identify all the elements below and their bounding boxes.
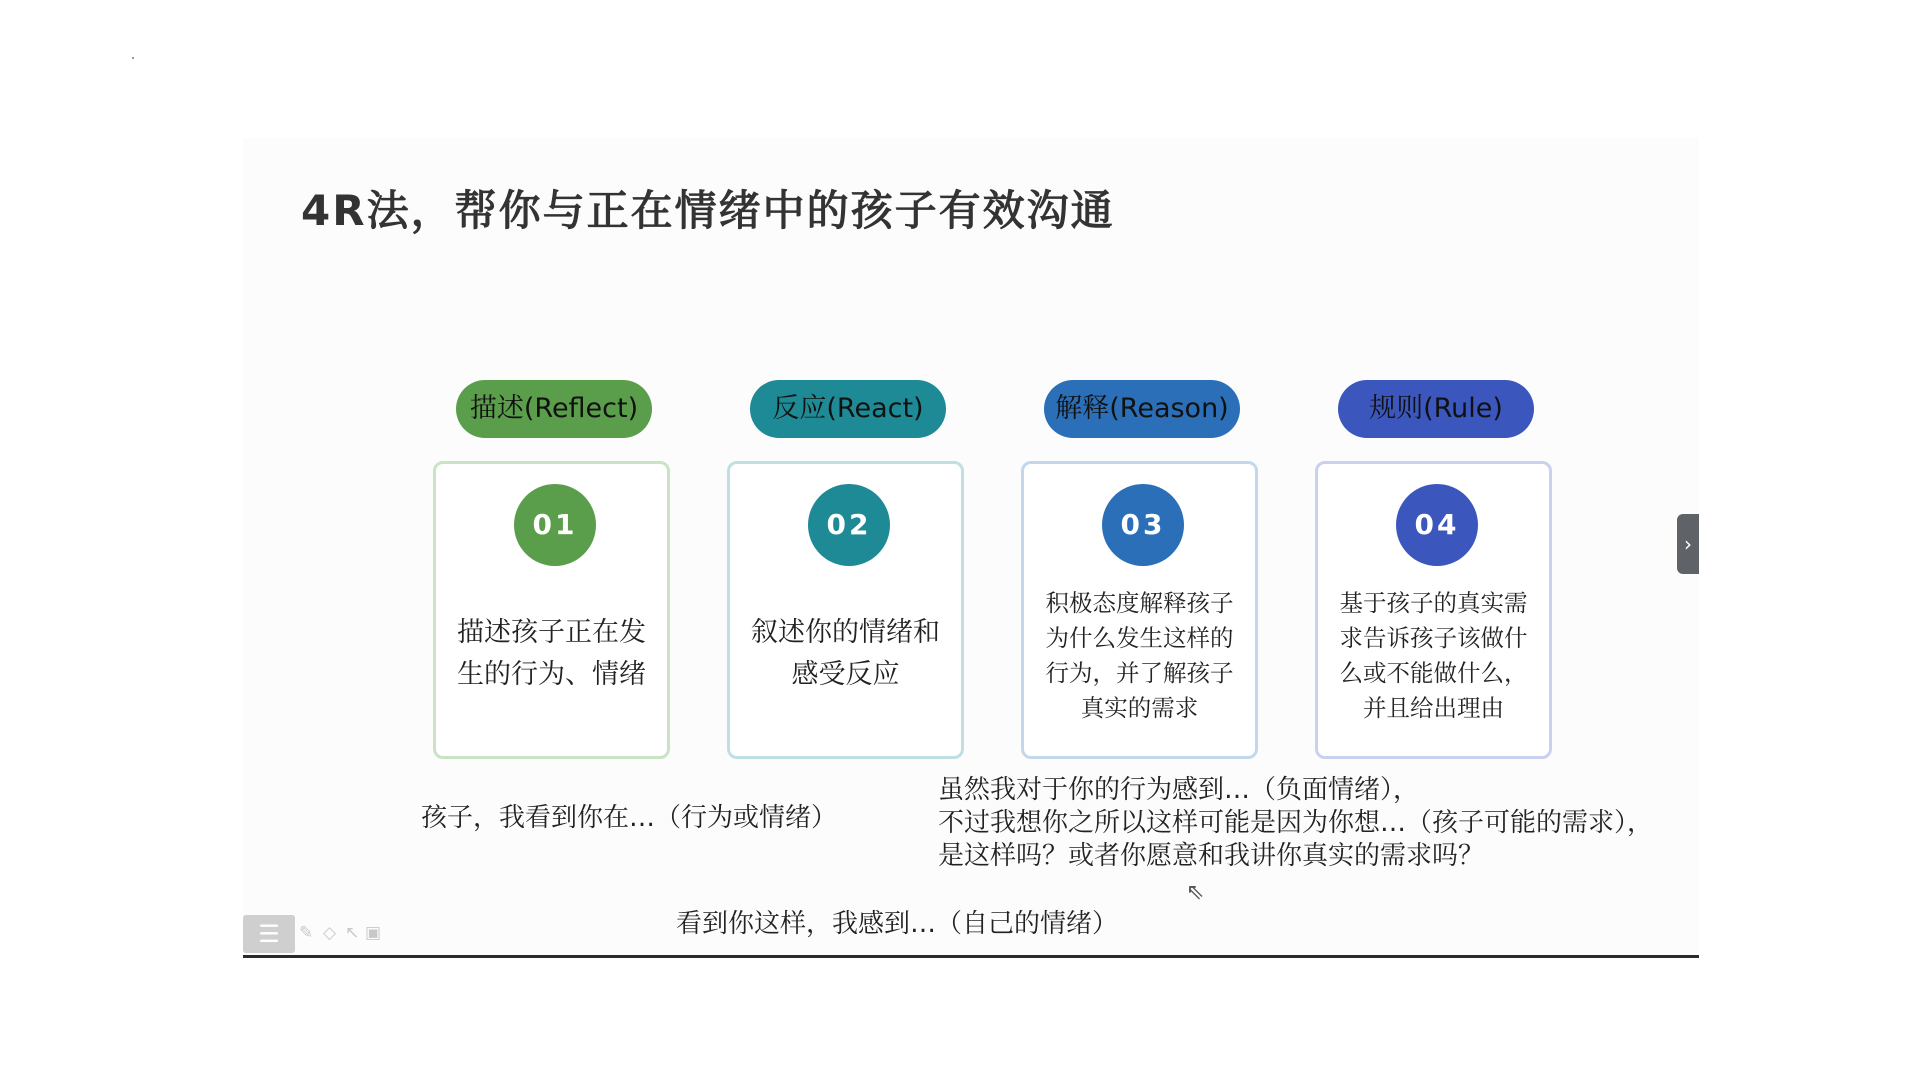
slide-title: 4R法，帮你与正在情绪中的孩子有效沟通 <box>301 186 1115 235</box>
desc-line: 基于孩子的真实需 <box>1339 589 1528 617</box>
desc-line: 感受反应 <box>791 659 900 690</box>
card-rule <box>1315 461 1552 759</box>
desc-line: 并且给出理由 <box>1363 694 1504 722</box>
presentation-toolbar <box>243 915 393 953</box>
step-number-circle: 03 <box>1102 484 1184 566</box>
desc-line: 叙述你的情绪和 <box>751 617 940 648</box>
card-description <box>1034 586 1245 726</box>
desc-line: 为什么发生这样的 <box>1045 624 1234 652</box>
desc-line: 积极态度解释孩子 <box>1045 589 1234 617</box>
step-number-circle: 04 <box>1396 484 1478 566</box>
chevron-right-icon: › <box>1684 532 1692 556</box>
desc-line: 行为，并了解孩子 <box>1045 659 1234 687</box>
desc-line: 么或不能做什么， <box>1339 659 1528 687</box>
menu-icon: ☰ <box>258 920 280 948</box>
desc-line: 真实的需求 <box>1080 694 1199 722</box>
pill-reflect: 描述(Reflect) <box>456 380 652 438</box>
pill-rule: 规则(Rule) <box>1338 380 1534 438</box>
camera-icon[interactable]: ▣ <box>365 923 382 943</box>
pill-reason: 解释(Reason) <box>1044 380 1240 438</box>
phrase-line: 不过我想你之所以这样可能是因为你想…（孩子可能的需求）， <box>938 808 1654 838</box>
phrase-reason <box>938 774 1653 873</box>
eraser-icon[interactable]: ◇ <box>323 923 337 943</box>
step-number-circle: 02 <box>808 484 890 566</box>
menu-button[interactable] <box>243 915 295 953</box>
phrase-line: 是这样吗？或者你愿意和我讲你真实的需求吗？ <box>938 841 1485 871</box>
phrase-reflect: 孩子，我看到你在…（行为或情绪） <box>421 803 838 833</box>
desc-line: 求告诉孩子该做什 <box>1339 624 1528 652</box>
desc-line: 生的行为、情绪 <box>457 659 646 690</box>
step-number-circle: 01 <box>514 484 596 566</box>
stray-dot <box>132 57 134 59</box>
card-reason <box>1021 461 1258 759</box>
pill-react: 反应(React) <box>750 380 946 438</box>
mouse-cursor-icon: ⇖ <box>1186 880 1205 905</box>
slide-bottom-border <box>243 955 1699 958</box>
card-react <box>727 461 964 759</box>
desc-line: 描述孩子正在发 <box>457 617 646 648</box>
phrase-line: 虽然我对于你的行为感到…（负面情绪）， <box>938 775 1420 805</box>
pointer-icon[interactable]: ↖ <box>345 923 360 943</box>
phrase-react: 看到你这样，我感到…（自己的情绪） <box>676 909 1119 939</box>
card-description <box>1328 586 1539 726</box>
card-reflect <box>433 461 670 759</box>
pen-icon[interactable]: ✎ <box>299 923 314 943</box>
next-slide-button[interactable] <box>1677 514 1699 574</box>
card-description <box>446 612 657 696</box>
card-description <box>740 612 951 696</box>
